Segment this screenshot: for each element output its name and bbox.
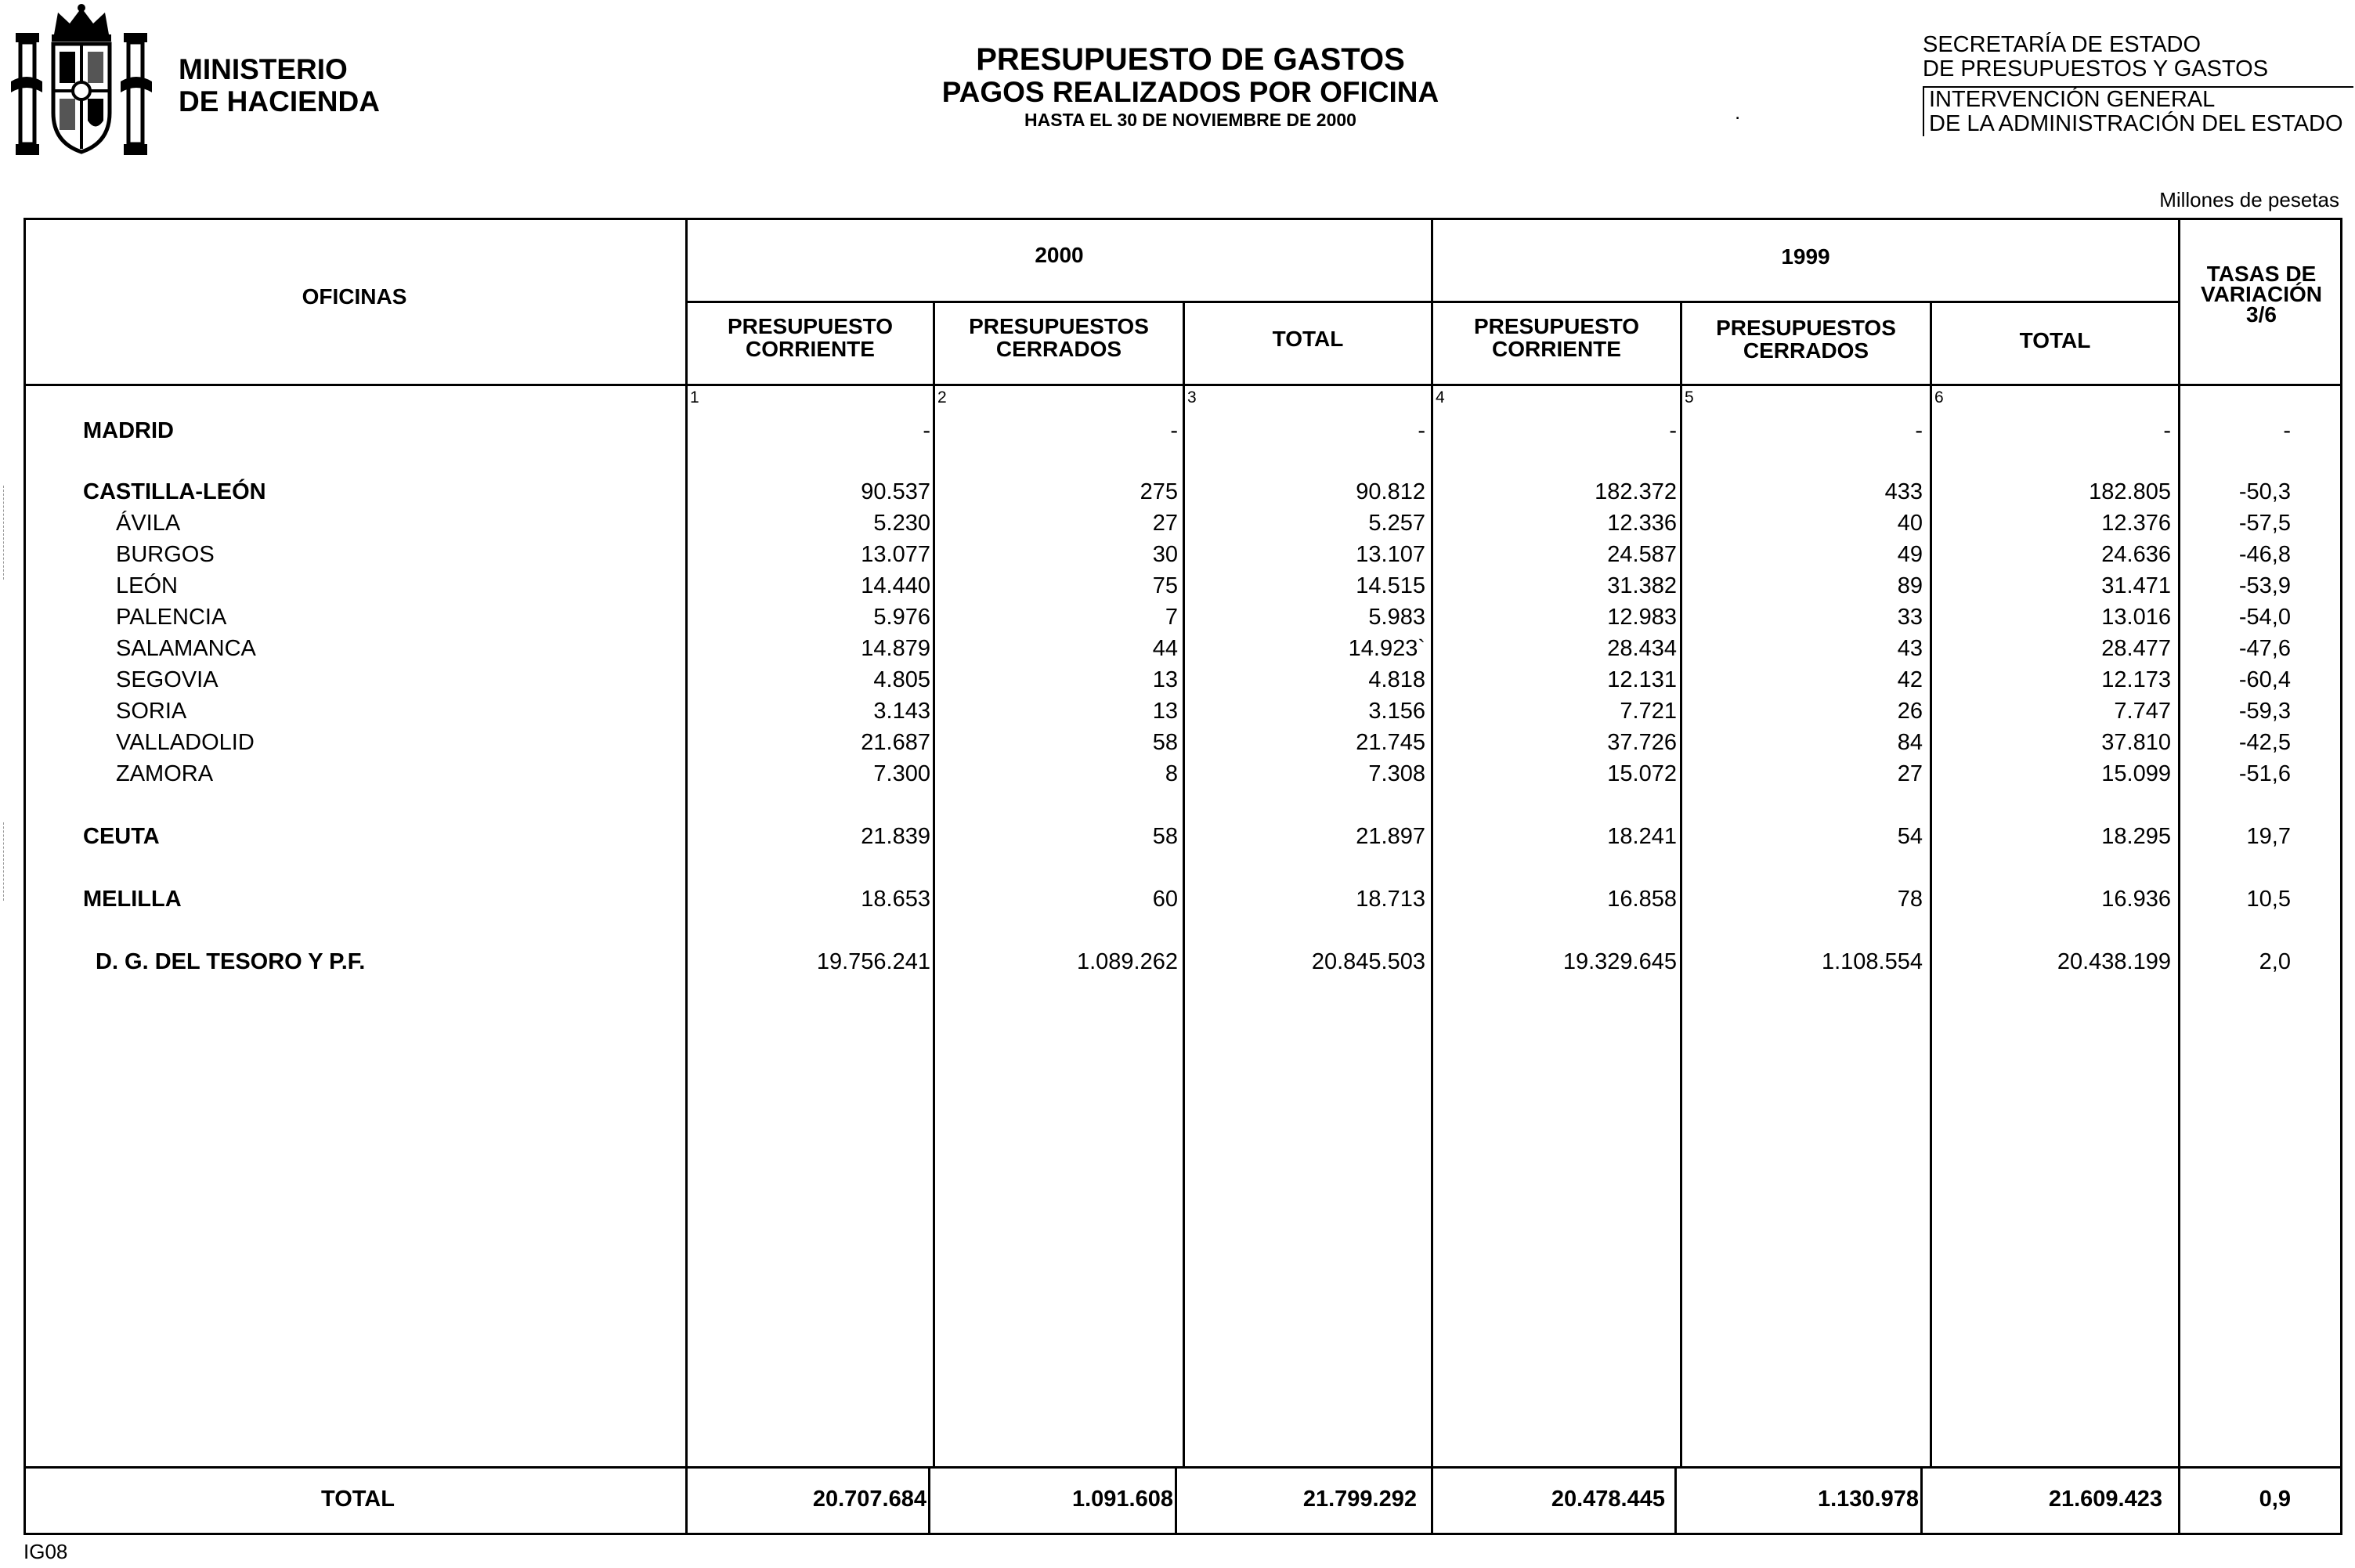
cell-value: 7.308 (1368, 761, 1425, 786)
cell-value: 19,7 (2246, 824, 2291, 849)
row-label: ÁVILA (116, 511, 181, 536)
cell-value: 58 (1152, 824, 1178, 849)
cell-value: 28.477 (2101, 636, 2171, 661)
table-row (23, 602, 2342, 633)
cell-value: -59,3 (2238, 699, 2291, 724)
column-number: 2 (937, 388, 947, 406)
cell-value: 4.805 (873, 667, 930, 692)
cell-value: 21.897 (1356, 824, 1425, 849)
year-header-1999: 1999 (1781, 244, 1830, 269)
row-label: CASTILLA-LEÓN (83, 479, 266, 504)
cell-value: 58 (1152, 730, 1178, 755)
cell-value: 5.230 (873, 511, 930, 536)
cell-value: 18.241 (1607, 824, 1677, 849)
tasas-line-1: TASAS DE (2206, 262, 2317, 286)
cell-value: 15.099 (2101, 761, 2171, 786)
secretaria-line-2: DE PRESUPUESTOS Y GASTOS (1923, 56, 2269, 81)
cell-value: -50,3 (2238, 479, 2291, 504)
cell-value: 12.376 (2101, 511, 2171, 536)
cell-value: 10,5 (2246, 887, 2291, 912)
cell-value: 33 (1897, 605, 1923, 630)
cell-value: 21.687 (861, 730, 930, 755)
row-label: LEÓN (116, 573, 178, 598)
cell-value: 26 (1897, 699, 1923, 724)
row-label: SALAMANCA (116, 636, 256, 661)
cell-value: 182.372 (1595, 479, 1677, 504)
cell-value: 90.812 (1356, 479, 1425, 504)
cell-value: 275 (1140, 479, 1178, 504)
cell-value: - (1170, 418, 1178, 443)
column-number: 4 (1436, 388, 1445, 406)
col-header-4 (1433, 315, 1680, 360)
col-header-line: PRESUPUESTO (1473, 314, 1640, 338)
cell-value: 18.295 (2101, 824, 2171, 849)
total-value: 20.478.445 (1551, 1487, 1665, 1512)
cell-value: 16.936 (2101, 887, 2171, 912)
table-row (23, 821, 2342, 852)
col-header-6 (1932, 329, 2178, 352)
cell-value: 31.382 (1607, 573, 1677, 598)
cell-value: - (1418, 418, 1425, 443)
scan-artifact (3, 822, 4, 901)
cell-value: 182.805 (2089, 479, 2171, 504)
cell-value: 12.131 (1607, 667, 1677, 692)
cell-value: 7.747 (2114, 699, 2171, 724)
total-value: 1.091.608 (1071, 1487, 1173, 1512)
table-row (23, 664, 2342, 695)
cell-value: 8 (1165, 761, 1178, 786)
cell-value: 15.072 (1607, 761, 1677, 786)
table-row (23, 695, 2342, 727)
cell-value: 30 (1152, 542, 1178, 567)
cell-value: 27 (1897, 761, 1923, 786)
cell-value: 75 (1152, 573, 1178, 598)
tasas-line-3: 3/6 (2246, 302, 2277, 327)
cell-value: 37.726 (1607, 730, 1677, 755)
cell-value: 37.810 (2101, 730, 2171, 755)
table-row (23, 415, 2342, 446)
cell-value: 40 (1897, 511, 1923, 536)
cell-value: 13.107 (1356, 542, 1425, 567)
grid-line (23, 1466, 2342, 1469)
intervencion-box (1923, 86, 2353, 136)
column-number: 1 (690, 388, 699, 406)
ministry-line-1: MINISTERIO (179, 53, 348, 85)
row-label: PALENCIA (116, 605, 227, 630)
cell-value: 20.438.199 (2057, 949, 2171, 974)
cell-value: 2,0 (2259, 949, 2291, 974)
cell-value: 1.089.262 (1076, 949, 1178, 974)
subtitle: PAGOS REALIZADOS POR OFICINA (941, 76, 1439, 108)
cell-value: 13.016 (2101, 605, 2171, 630)
table-row (23, 883, 2342, 915)
cell-value: 20.845.503 (1311, 949, 1425, 974)
cell-value: 4.818 (1368, 667, 1425, 692)
cell-value: 13 (1152, 699, 1178, 724)
table-row (23, 539, 2342, 570)
cell-value: 31.471 (2101, 573, 2171, 598)
intervencion-line-1: INTERVENCIÓN GENERAL (1929, 87, 2216, 112)
cell-value: 19.756.241 (816, 949, 930, 974)
stray-mark: . (1735, 100, 1741, 124)
table-row (23, 727, 2342, 758)
column-number: 3 (1187, 388, 1197, 406)
intervencion-line-2: DE LA ADMINISTRACIÓN DEL ESTADO (1929, 111, 2343, 136)
total-value: 0,9 (2259, 1487, 2291, 1512)
cell-value: 7.721 (1620, 699, 1677, 724)
col-header-tasas (2180, 264, 2342, 325)
cell-value: 27 (1152, 511, 1178, 536)
cell-value: 28.434 (1607, 636, 1677, 661)
cell-value: 16.858 (1607, 887, 1677, 912)
col-header-2 (935, 315, 1183, 360)
form-code: IG08 (23, 1540, 68, 1563)
cell-value: 12.983 (1607, 605, 1677, 630)
cell-value: 7.300 (873, 761, 930, 786)
title: PRESUPUESTO DE GASTOS (976, 42, 1405, 77)
cell-value: - (1669, 418, 1677, 443)
total-value: 1.130.978 (1817, 1487, 1919, 1512)
cell-value: 3.156 (1368, 699, 1425, 724)
table-row (23, 476, 2342, 508)
cell-value: 5.983 (1368, 605, 1425, 630)
cell-value: 44 (1152, 636, 1178, 661)
cell-value: 21.839 (861, 824, 930, 849)
cell-value: 433 (1884, 479, 1923, 504)
grid-line (685, 301, 2178, 303)
grid-line (23, 384, 2342, 386)
cell-value: - (1915, 418, 1923, 443)
scan-artifact (3, 486, 4, 580)
col-header-line: CERRADOS (1743, 338, 1869, 363)
col-header-1 (688, 315, 933, 360)
cell-value: 14.879 (861, 636, 930, 661)
row-label: D. G. DEL TESORO Y P.F. (96, 949, 366, 974)
row-label: SEGOVIA (116, 667, 219, 692)
total-value: 21.799.292 (1302, 1487, 1417, 1512)
cell-value: 13 (1152, 667, 1178, 692)
cell-value: 1.108.554 (1821, 949, 1923, 974)
table-row (23, 758, 2342, 789)
cell-value: 54 (1897, 824, 1923, 849)
cell-value: -47,6 (2238, 636, 2291, 661)
cell-value: -42,5 (2238, 730, 2291, 755)
row-label: MADRID (83, 418, 174, 443)
col-header-line: PRESUPUESTO (727, 314, 894, 338)
cell-value: - (2163, 418, 2171, 443)
col-header-line: CORRIENTE (746, 337, 875, 361)
cell-value: -54,0 (2238, 605, 2291, 630)
cell-value: 18.653 (861, 887, 930, 912)
table-row (23, 633, 2342, 664)
col-header-line: TOTAL (2019, 328, 2091, 352)
table-row (23, 570, 2342, 602)
tasas-line-2: VARIACIÓN (2200, 282, 2323, 306)
ministry-name (179, 53, 380, 117)
total-label: TOTAL (321, 1487, 395, 1512)
cell-value: 14.515 (1356, 573, 1425, 598)
col-header-line: PRESUPUESTOS (1716, 316, 1896, 340)
cell-value: - (2283, 418, 2291, 443)
row-label: CEUTA (83, 824, 160, 849)
cell-value: -60,4 (2238, 667, 2291, 692)
table-row (23, 508, 2342, 539)
cell-value: 60 (1152, 887, 1178, 912)
total-value: 20.707.684 (812, 1487, 926, 1512)
cell-value: 5.257 (1368, 511, 1425, 536)
cell-value: 7 (1165, 605, 1178, 630)
cell-value: 14.440 (861, 573, 930, 598)
cell-value: 3.143 (873, 699, 930, 724)
col-header-line: CERRADOS (995, 337, 1122, 361)
col-header-line: PRESUPUESTOS (969, 314, 1149, 338)
cell-value: 84 (1897, 730, 1923, 755)
cell-value: 19.329.645 (1562, 949, 1677, 974)
cell-value: -53,9 (2238, 573, 2291, 598)
cell-value: 89 (1897, 573, 1923, 598)
cell-value: 42 (1897, 667, 1923, 692)
cell-value: 12.336 (1607, 511, 1677, 536)
table-row (23, 946, 2342, 977)
row-label: VALLADOLID (116, 730, 255, 755)
cell-value: 90.537 (861, 479, 930, 504)
coat-of-arms-logo (11, 3, 152, 164)
col-header-oficinas: OFICINAS (302, 284, 407, 309)
col-header-line: TOTAL (1272, 327, 1344, 351)
cell-value: 43 (1897, 636, 1923, 661)
cell-value: 5.976 (873, 605, 930, 630)
cell-value: 24.587 (1607, 542, 1677, 567)
row-label: MELILLA (83, 887, 182, 912)
cell-value: 13.077 (861, 542, 930, 567)
total-row (23, 1483, 2342, 1515)
column-number: 5 (1685, 388, 1694, 406)
cell-value: -57,5 (2238, 511, 2291, 536)
column-number: 6 (1934, 388, 1944, 406)
secretaria-line-1: SECRETARÍA DE ESTADO (1923, 32, 2201, 57)
row-label: ZAMORA (116, 761, 214, 786)
year-header-2000: 2000 (1035, 243, 1084, 267)
cell-value: - (923, 418, 930, 443)
cell-value: 78 (1897, 887, 1923, 912)
cell-value: -46,8 (2238, 542, 2291, 567)
issuing-authority (1923, 33, 2353, 136)
document-title (783, 42, 1598, 132)
ministry-line-2: DE HACIENDA (179, 85, 380, 117)
cell-value: 12.173 (2101, 667, 2171, 692)
col-header-line: CORRIENTE (1492, 337, 1621, 361)
cell-value: 49 (1897, 542, 1923, 567)
cell-value: 14.923` (1348, 636, 1425, 661)
row-label: SORIA (116, 699, 187, 724)
date-line: HASTA EL 30 DE NOVIEMBRE DE 2000 (1024, 110, 1356, 130)
row-label: BURGOS (116, 542, 215, 567)
units-label: Millones de pesetas (2159, 188, 2339, 211)
col-header-5 (1682, 316, 1930, 362)
total-value: 21.609.423 (2048, 1487, 2162, 1512)
cell-value: 18.713 (1356, 887, 1425, 912)
cell-value: -51,6 (2238, 761, 2291, 786)
cell-value: 24.636 (2101, 542, 2171, 567)
cell-value: 21.745 (1356, 730, 1425, 755)
col-header-3 (1185, 327, 1431, 350)
